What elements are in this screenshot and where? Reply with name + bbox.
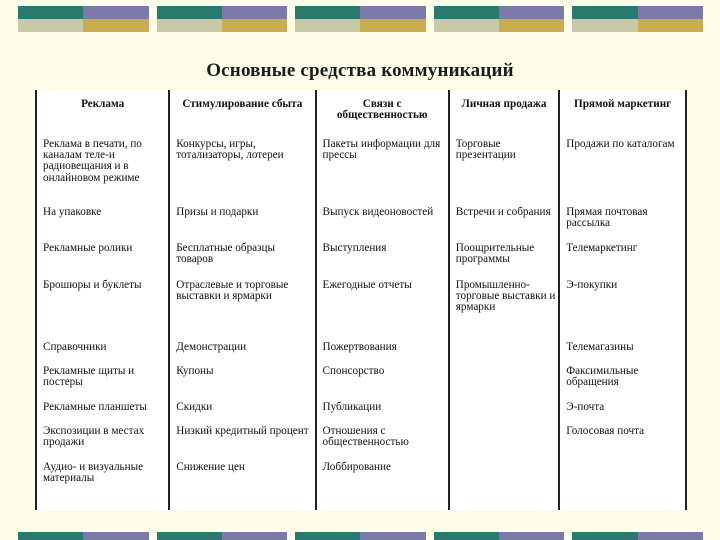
table-cell: Выступления: [316, 243, 449, 280]
table-cell: [449, 402, 560, 426]
decor-block: [157, 532, 288, 540]
table-cell: Голосовая почта: [559, 426, 686, 462]
table-cell: Отраслевые и торговые выставки и ярмарки: [169, 280, 315, 342]
decor-block: [572, 6, 703, 32]
table-row: [36, 426, 686, 462]
decor-block: [18, 6, 149, 32]
table-cell: Купоны: [169, 366, 315, 402]
table-cell: Демонстрации: [169, 342, 315, 366]
table-cell: Пакеты информации для прессы: [316, 139, 449, 207]
table-cell: Публикации: [316, 402, 449, 426]
table-cell: Рекламные ролики: [43, 242, 133, 254]
table-cell: Спонсорство: [316, 366, 449, 402]
decor-block: [295, 532, 426, 540]
table-row: [36, 462, 686, 510]
slide-title: Основные средства коммуникаций: [206, 60, 514, 81]
table-cell: Э-покупки: [559, 280, 686, 342]
table-cell: Бесплатные образцы товаров: [169, 243, 315, 280]
table-row: [36, 243, 686, 280]
table-cell: Продажи по каталогам: [559, 139, 686, 207]
table-cell: Встречи и собрания: [449, 207, 560, 243]
table-cell: Ежегодные отчеты: [316, 280, 449, 342]
table-cell: Факсимильные обращения: [559, 366, 686, 402]
header-personal-selling: Личная продажа: [449, 90, 560, 139]
table-row: [36, 139, 686, 207]
table-cell: Рекламные щиты и постеры: [43, 365, 135, 389]
table-cell: Рекламные планшеты: [43, 401, 147, 413]
table-cell: [449, 426, 560, 462]
table-cell: Э-почта: [559, 402, 686, 426]
table-cell: Выпуск видеоновостей: [316, 207, 449, 243]
decor-block: [434, 532, 565, 540]
table-cell: [449, 342, 560, 366]
table-cell: На упаковке: [43, 206, 102, 218]
decor-block: [434, 6, 565, 32]
table-cell: Конкурсы, игры, тотализаторы, лотереи: [169, 139, 315, 207]
table-cell: [449, 462, 560, 510]
table-row: [36, 366, 686, 402]
table-cell: Поощрительные программы: [449, 243, 560, 280]
header-advertising: Реклама: [81, 98, 125, 110]
decor-block: [157, 6, 288, 32]
table-cell: Экспозиции в местах продажи: [43, 425, 145, 449]
table-header-row: [36, 90, 686, 139]
table-cell: Реклама в печати, по каналам теле-и радиовещания и в онлайновом режиме: [43, 138, 142, 184]
table-cell: Призы и подарки: [169, 207, 315, 243]
table-row: [36, 280, 686, 342]
table-cell: [559, 462, 686, 510]
table-cell: Пожертвования: [316, 342, 449, 366]
header-public-relations: Связи с общественностью: [316, 90, 449, 139]
header-direct-marketing: Прямой маркетинг: [559, 90, 686, 139]
table-cell: Телемагазины: [559, 342, 686, 366]
table-cell: Аудио- и визуальные материалы: [43, 461, 144, 485]
decor-block: [18, 532, 149, 540]
table-cell: Справочники: [43, 341, 107, 353]
table-cell: Снижение цен: [169, 462, 315, 510]
decor-block: [572, 532, 703, 540]
communications-table-container: [35, 90, 687, 510]
table-cell: Прямая почтовая рассылка: [559, 207, 686, 243]
table-cell: [449, 366, 560, 402]
table-row: [36, 342, 686, 366]
table-cell: Торговые презентации: [449, 139, 560, 207]
table-cell: Низкий кредитный процент: [169, 426, 315, 462]
table-cell: Скидки: [169, 402, 315, 426]
header-sales-promotion: Стимулирование сбыта: [169, 90, 315, 139]
table-row: [36, 402, 686, 426]
table-cell: Отношения с общественностью: [316, 426, 449, 462]
table-row: [36, 207, 686, 243]
communications-table: [35, 90, 687, 510]
top-decor-band: [18, 6, 703, 32]
table-cell: Телемаркетинг: [559, 243, 686, 280]
table-cell: Лоббирование: [316, 462, 449, 510]
bottom-decor-band: [18, 532, 703, 540]
table-cell: Брошюры и буклеты: [43, 279, 142, 291]
table-cell: Промышленно-торговые выставки и ярмарки: [449, 280, 560, 342]
decor-block: [295, 6, 426, 32]
